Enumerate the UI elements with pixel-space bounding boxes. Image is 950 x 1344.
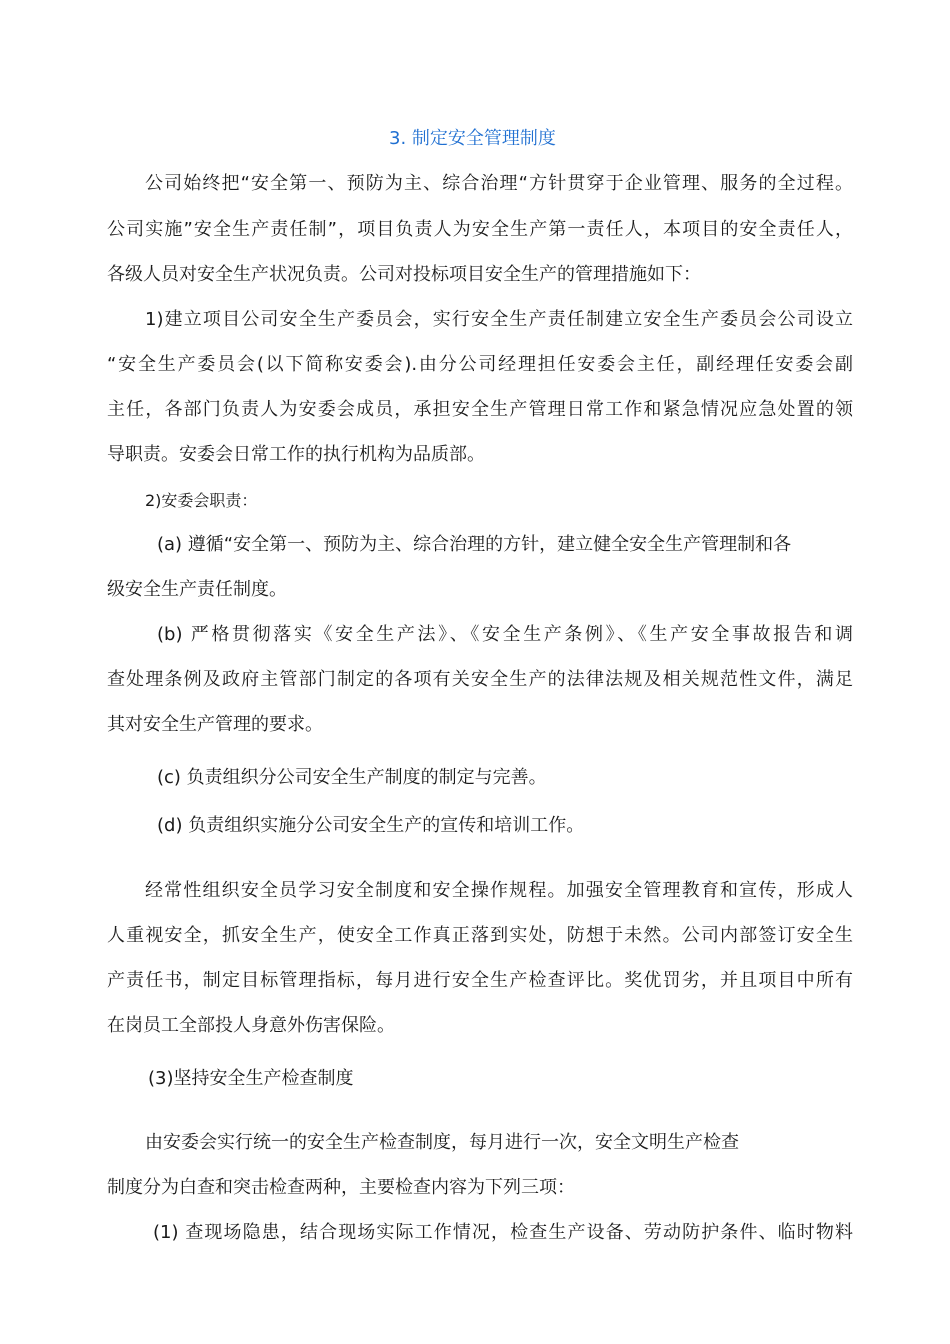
inspection-item-1: (1) 查现场隐患，结合现场实际工作情况，检查生产设备、劳动防护条件、临时物料 xyxy=(153,1222,853,1243)
item-b-line-1: (b) 严格贯彻落实《安全生产法》、《安全生产条例》、《生产安全事故报告和调 xyxy=(157,624,853,645)
paragraph-2-line-3: 主任，各部门负责人为安委会成员，承担安全生产管理日常工作和紧急情况应急处置的领 xyxy=(107,399,853,420)
item-b-line-3: 其对安全生产管理的要求。 xyxy=(107,714,323,735)
committee-duties-title: 2)安委会职责： xyxy=(145,491,258,510)
item-d: (d) 负责组织实施分公司安全生产的宣传和培训工作。 xyxy=(157,815,585,836)
paragraph-2-line-4: 导职责。安委会日常工作的执行机构为品质部。 xyxy=(107,444,485,465)
item-c: (c) 负责组织分公司安全生产制度的制定与完善。 xyxy=(157,767,547,788)
paragraph-4-line-1: 经常性组织安全员学习安全制度和安全操作规程。加强安全管理教育和宣传，形成人 xyxy=(145,880,853,901)
paragraph-6-line-1: 由安委会实行统一的安全生产检查制度，每月进行一次，安全文明生产检查 xyxy=(145,1132,739,1153)
paragraph-6-line-2: 制度分为白查和突击检查两种，主要检查内容为下列三项： xyxy=(107,1177,575,1198)
paragraph-1-line-1: 公司始终把“安全第一、预防为主、综合治理“方针贯穿于企业管理、服务的全过程。 xyxy=(145,173,853,194)
paragraph-4-line-2: 人重视安全，抓安全生产，使安全工作真正落到实处，防想于未然。公司内部签订安全生 xyxy=(107,925,853,946)
paragraph-4-line-4: 在岗员工全部投人身意外伤害保险。 xyxy=(107,1015,395,1036)
item-a-line-1: (a) 遵循“安全第一、预防为主、综合治理的方针，建立健全安全生产管理制和各 xyxy=(157,534,792,555)
item-a-line-2: 级安全生产责任制度。 xyxy=(107,579,287,600)
paragraph-1-line-2: 公司实施”安全生产责任制”，项目负责人为安全生产第一责任人，本项目的安全责任人， xyxy=(107,219,853,240)
item-b-line-2: 查处理条例及政府主管部门制定的各项有关安全生产的法律法规及相关规范性文件，满足 xyxy=(107,669,853,690)
inspection-system-title: (3)坚持安全生产检查制度 xyxy=(148,1068,354,1089)
section-heading: 3. 制定安全管理制度 xyxy=(389,128,556,149)
paragraph-2-line-2: “安全生产委员会(以下简称安委会).由分公司经理担任安委会主任，副经理任安委会副 xyxy=(107,354,853,375)
paragraph-2-line-1: 1)建立项目公司安全生产委员会，实行安全生产责任制建立安全生产委员会公司设立 xyxy=(145,309,853,330)
paragraph-1-line-3: 各级人员对安全生产状况负责。公司对投标项目安全生产的管理措施如下： xyxy=(107,264,701,285)
paragraph-4-line-3: 产责任书，制定目标管理指标，每月进行安全生产检查评比。奖优罚劣，并且项目中所有 xyxy=(107,970,853,991)
